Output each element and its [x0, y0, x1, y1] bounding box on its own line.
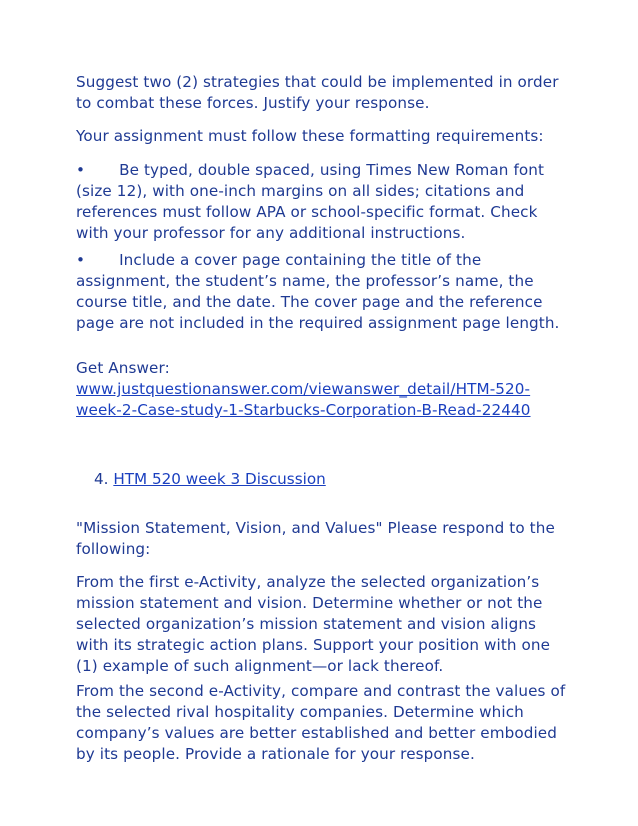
- item-number: 4.: [94, 470, 109, 488]
- bullet-item-typed: • Be typed, double spaced, using Times New Roman font (size 12), with one-inch margins on all sides; citations and references must follow APA or school-specific format. Check with your professor for any additional instructions.: [76, 161, 545, 242]
- paragraph-second-eactivity: From the second e-Activity, compare and contrast the values of the selected rival hospitality companies. Determine which company’s values are better established and better embodied by its people. Provide a rationale for your response.: [76, 682, 566, 763]
- bullet-marker: •: [76, 161, 86, 179]
- paragraph-strategies: Suggest two (2) strategies that could be implemented in order to combat these forces. Justify your response.: [76, 73, 559, 112]
- answer-link[interactable]: www.justquestionanswer.com/viewanswer_detail/HTM-520-: [76, 380, 531, 398]
- paragraph-mission-prompt: "Mission Statement, Vision, and Values" Please respond to the following:: [76, 519, 555, 558]
- paragraph-formatting-intro: Your assignment must follow these formatting requirements:: [76, 127, 544, 145]
- get-answer-label: Get Answer:: [76, 359, 170, 377]
- numbered-item-4: [94, 469, 326, 490]
- paragraph-first-eactivity: From the first e-Activity, analyze the selected organization’s mission statement and vision. Determine whether or not the selected organization’s mission statement and vision aligns with its strategic action plans. Support your position with one (1) example of such alignment—or lack thereof.: [76, 573, 551, 675]
- bullet-marker: •: [76, 251, 86, 269]
- answer-link-continued[interactable]: week-2-Case-study-1-Starbucks-Corporation-B-Read-22440: [76, 401, 531, 419]
- bullet-item-cover-page: • Include a cover page containing the title of the assignment, the student’s name, the professor’s name, the course title, and the date. The cover page and the reference page are not included in the required assignment page length.: [76, 251, 560, 332]
- htm520-week3-discussion-link[interactable]: HTM 520 week 3 Discussion: [113, 470, 326, 488]
- get-answer-block: [76, 358, 566, 421]
